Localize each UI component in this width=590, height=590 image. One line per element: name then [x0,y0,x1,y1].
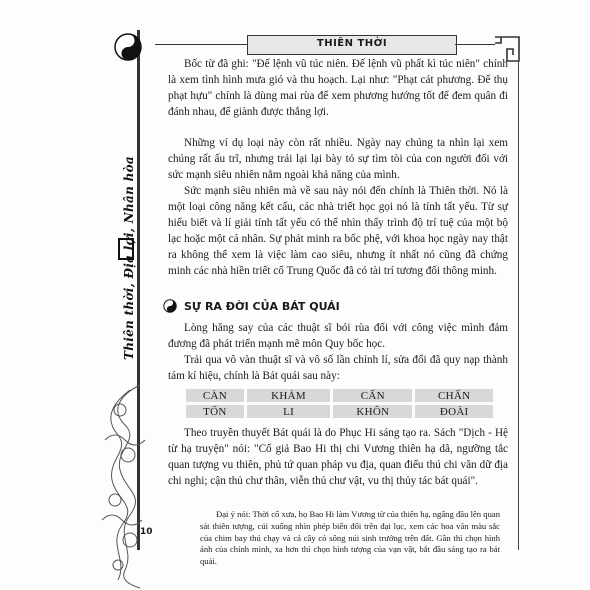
section-yin-yang-icon [163,299,177,313]
table-row [186,405,493,418]
table-row [186,389,493,402]
table-cell: CÀN [186,389,244,402]
paragraph-4: Lòng hăng say của các thuật sĩ bói rùa đối với công việc mình đảm đương đã phát triển mạnh mẽ môn Quy bốc học. [168,322,508,350]
paragraph-6: Theo truyền thuyết Bát quái là do Phục Hi sáng tạo ra. Sách "Dịch - Hệ từ hạ truyện" nói: "Cổ giả Bao Hi thị chi Vương thiên hạ dã, ngưỡng tắc quan tượng vu thiên, phủ tứ quan pháp vu địa, quan điểu thú chi văn dữ địa chi nghi; cận thủ chư thân, viễn thủ chư vật, vu thị thủy tác bát quái". [168,427,508,487]
vertical-series-title: Thiên thời, Địa lợi, Nhân hòa [122,156,136,360]
chapter-header [247,35,457,55]
paragraph-5: Trải qua vô vàn thuật sĩ và vô số lần chỉnh lí, sửa đổi đã quy nạp thành tám kí hiệu, chính là Bát quái sau này: [168,354,508,382]
header-rule-left [155,44,247,45]
paragraph-1: Bốc từ đã ghi: "Đế lệnh vũ túc niên. Đế lệnh vũ phất kì túc niên" chính là xem tình hình mưa gió và thu hoạch. Lại như: "Phạt cát phương. Đế thụ phạt hựu" chính là dùng mai rùa để xem phương hướng tốt để đem quân đi đánh nhau, để giành được thắng lợi. [168,58,508,118]
table-cell: TỐN [186,405,244,418]
table-cell: LI [247,405,330,418]
table-cell: KHÔN [333,405,412,418]
section-heading: SỰ RA ĐỜI CỦA BÁT QUÁI [184,300,340,313]
right-border-line [518,60,519,550]
bat-quai-table [183,386,496,421]
header-rule-right [455,44,495,45]
table-cell: CHẤN [415,389,493,402]
table-cell: CẤN [333,389,412,402]
paragraph-2: Những ví dụ loại này còn rất nhiều. Ngày nay chúng ta nhìn lại xem chúng rất ấu trĩ, nhưng trái lại lại bày tỏ sự tìm tòi của con người đối với sức mạnh siêu nhiên nằm ngoài khả năng của mình. [168,137,508,181]
cloud-ornament-icon [100,380,146,590]
table-cell: ĐOÀI [415,405,493,418]
yin-yang-icon [113,32,143,62]
chapter-title: THIÊN THỜI [316,38,388,49]
page-number: 10 [140,527,153,537]
table-cell: KHẢM [247,389,330,402]
paragraph-3: Sức mạnh siêu nhiên mà về sau này nói đến chính là Thiên thời. Nó là một loại công năng kết cấu, các nhà triết học gọi nó là tính tất yếu. Từ sự hiểu biết và lí giải tính tất yếu có thể nhìn thấy trình độ trí tuệ của một bộ lạc hoặc một cá nhân. Sự phát minh ra bốc phệ, với khoa học ngày nay thật ra không thể xem là việc làm cao siêu, nhưng ít nhất nó cũng đã chứng minh các nhà hiền triết cổ Trung Quốc đã có tài trí tương đối thông minh. [168,185,508,277]
footnote: Đại ý nói: Thời cổ xưa, họ Bao Hi làm Vương từ của thiên hạ, ngẩng đầu lên quan sát thiên tượng, cúi xuống nhìn phép biến đổi trên đại lục, xem các hoa văn màu sắc của chim bay thú chạy và cả cây cỏ sông núi sinh trưởng trên đất. Gần thì chọn hình ảnh của chính mình, xa hơn thì chọn hình tượng của vạn vật, bắt đầu sáng tạo ra bát quái. [200,509,500,567]
